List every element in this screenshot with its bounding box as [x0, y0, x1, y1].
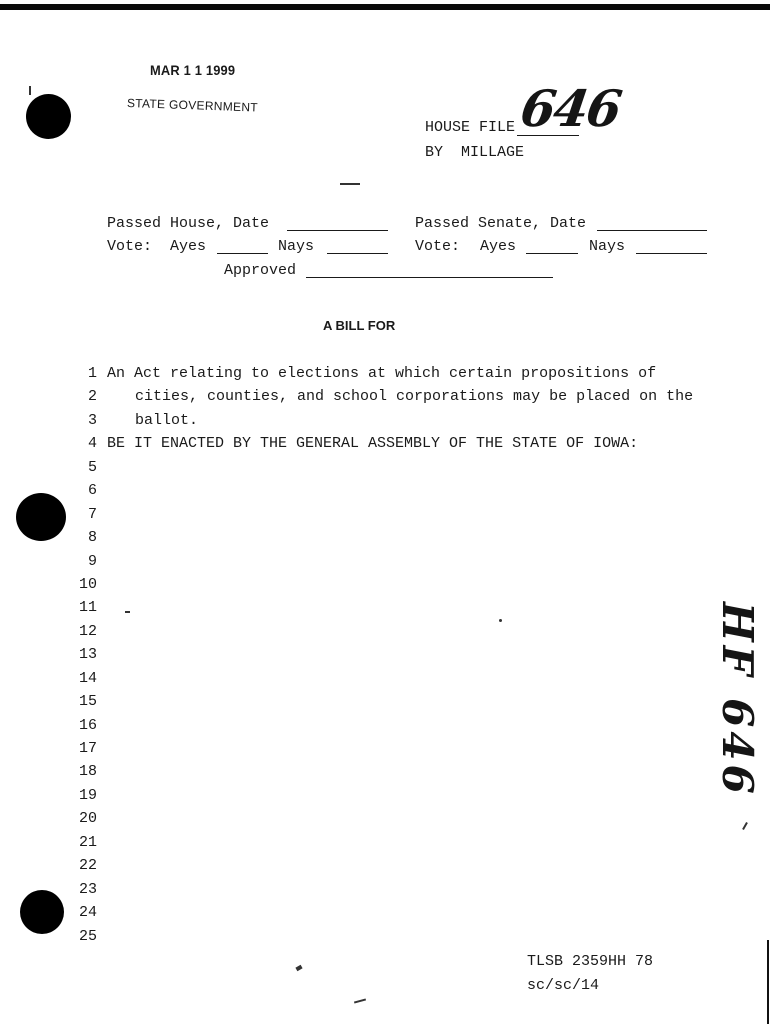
- bill-line: [69, 482, 729, 505]
- bill-line: [69, 459, 729, 482]
- bill-line: [69, 740, 729, 763]
- received-date-stamp: MAR 1 1 1999: [150, 62, 236, 78]
- line-number: 13: [78, 646, 97, 664]
- bill-line: [69, 717, 729, 740]
- scan-speck: [29, 86, 31, 95]
- line-number: 5: [87, 458, 97, 476]
- senate-nays-blank: [636, 253, 707, 254]
- bill-line: [69, 670, 729, 693]
- house-vote-label: Vote:: [107, 238, 153, 255]
- bill-line: [69, 506, 729, 529]
- committee-stamp: STATE GOVERNMENT: [126, 96, 259, 115]
- sponsor-name: MILLAGE: [461, 144, 525, 161]
- bill-line: [69, 857, 729, 880]
- line-number: 25: [78, 927, 97, 945]
- scan-top-border: [0, 4, 770, 10]
- passed-senate-date-blank: [597, 230, 707, 231]
- senate-ayes-label: Ayes: [480, 238, 517, 255]
- drafter-initials: sc/sc/14: [527, 977, 600, 994]
- bill-line: [69, 904, 729, 927]
- line-number: 19: [78, 786, 97, 804]
- senate-nays-label: Nays: [589, 238, 626, 255]
- line-number: 15: [78, 693, 97, 711]
- bill-line: [69, 646, 729, 669]
- line-number: 3: [87, 411, 97, 429]
- line-number: 21: [78, 833, 97, 851]
- line-number: 14: [78, 669, 97, 687]
- scan-speck: [340, 183, 360, 185]
- bill-line: [69, 388, 729, 411]
- margin-note-handwritten: HF 646: [713, 602, 762, 798]
- line-number: 4: [87, 435, 97, 453]
- bill-line: [69, 599, 729, 622]
- bill-line: [69, 787, 729, 810]
- approved-blank: [306, 277, 553, 278]
- approved-label: Approved: [224, 262, 297, 279]
- bill-line: [69, 623, 729, 646]
- line-number: 7: [87, 505, 97, 523]
- bill-line: [69, 529, 729, 552]
- line-number: 22: [78, 857, 97, 875]
- line-number: 10: [78, 575, 97, 593]
- bill-line: [69, 763, 729, 786]
- line-number: 23: [78, 880, 97, 898]
- house-file-underline: [517, 135, 579, 136]
- line-number: 20: [78, 810, 97, 828]
- bill-line: [69, 881, 729, 904]
- line-number: 12: [78, 622, 97, 640]
- line-number: 24: [78, 904, 97, 922]
- house-ayes-label: Ayes: [170, 238, 207, 255]
- scan-speck: [742, 822, 748, 830]
- bill-line: [69, 553, 729, 576]
- line-number: 11: [78, 599, 97, 617]
- scan-speck: [354, 998, 366, 1003]
- house-file-label: HOUSE FILE: [425, 119, 516, 136]
- passed-house-label: Passed House, Date: [107, 215, 270, 232]
- line-text: BE IT ENACTED BY THE GENERAL ASSEMBLY OF THE STATE OF IOWA:: [107, 435, 639, 453]
- punch-hole-bottom: [20, 890, 64, 934]
- bill-line: [69, 576, 729, 599]
- passed-senate-label: Passed Senate, Date: [415, 215, 587, 232]
- line-number: 1: [87, 365, 97, 382]
- house-nays-blank: [327, 253, 388, 254]
- bill-line: [69, 693, 729, 716]
- line-number: 6: [87, 482, 97, 500]
- senate-ayes-blank: [526, 253, 578, 254]
- punch-hole-middle: [16, 493, 66, 541]
- bill-line: [69, 435, 729, 458]
- bill-line: [69, 365, 729, 388]
- senate-vote-label: Vote:: [415, 238, 461, 255]
- bill-line: [69, 412, 729, 435]
- line-text: ballot.: [135, 411, 199, 429]
- passed-house-date-blank: [287, 230, 388, 231]
- by-label: BY: [425, 144, 444, 161]
- bill-line: [69, 928, 729, 951]
- line-text: cities, counties, and school corporations may be placed on the: [135, 388, 694, 406]
- line-number: 9: [87, 552, 97, 570]
- drafting-code: TLSB 2359HH 78: [527, 953, 654, 970]
- bill-heading: A BILL FOR: [323, 318, 396, 333]
- line-number: 16: [78, 716, 97, 734]
- line-number: 8: [87, 529, 97, 547]
- punch-hole-top: [26, 94, 71, 139]
- line-number: 18: [78, 763, 97, 781]
- scan-edge-line: [767, 940, 769, 1024]
- line-number: 2: [87, 388, 97, 406]
- bill-body: [69, 365, 729, 951]
- bill-line: [69, 834, 729, 857]
- house-ayes-blank: [217, 253, 268, 254]
- bill-line: [69, 810, 729, 833]
- line-text: An Act relating to elections at which certain propositions of: [107, 365, 657, 382]
- scan-speck: [295, 965, 302, 971]
- line-number: 17: [78, 740, 97, 757]
- house-file-number: 646: [516, 79, 624, 138]
- house-nays-label: Nays: [278, 238, 315, 255]
